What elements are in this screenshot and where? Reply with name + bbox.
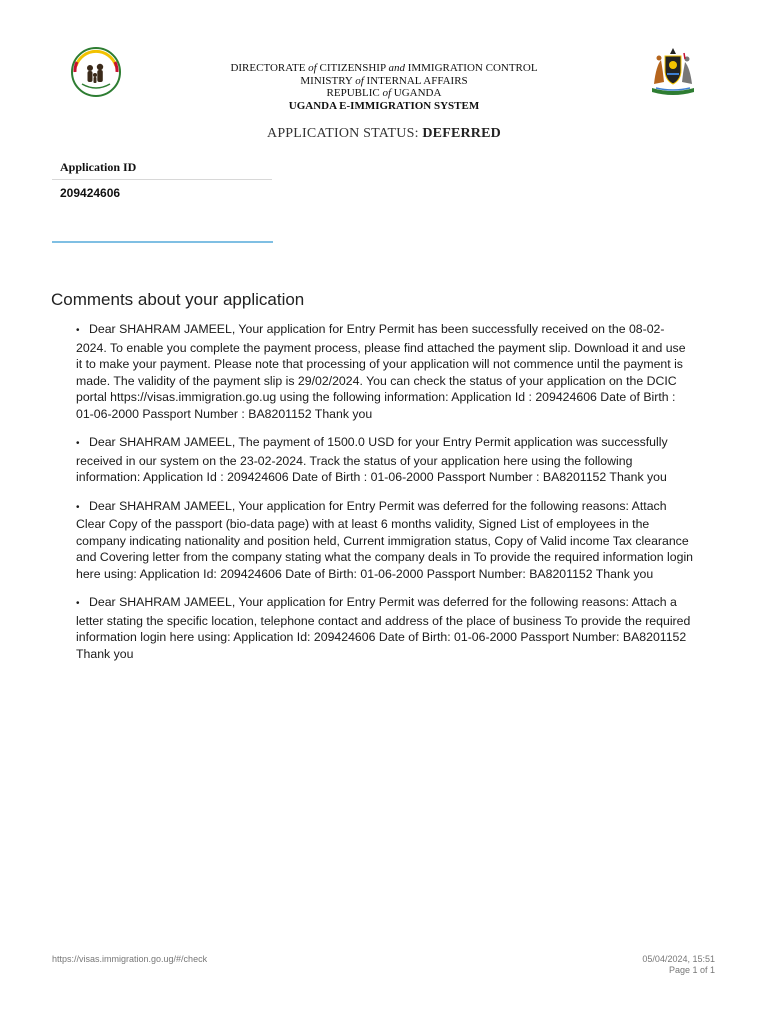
bullet-icon: •	[76, 438, 80, 449]
header-line-system: UGANDA E-IMMIGRATION SYSTEM	[288, 99, 480, 112]
bullet-icon: •	[76, 325, 80, 336]
bullet-icon: •	[76, 598, 80, 609]
bullet-icon: •	[76, 501, 80, 513]
footer-datetime: 05/04/2024, 15:51	[642, 954, 715, 964]
document-header	[150, 62, 618, 112]
application-id-label: Application ID	[60, 160, 137, 174]
comment-item: • Dear SHAHRAM JAMEEL, Your application for Entry Permit has been successfully received on the 08-02-2024. To enable you complete the payment process, please find attached the payment slip. Download it and use it to make your payment. Please note that processing of your application will not commence until the payment is made. The validity of the payment slip is 29/02/2024. You can check the status of your application on the DCIC portal https://visas.immigration.go.ug using the following information: Application Id : 209424606 Date of Birth : 01-06-2000 Passport Number : BA8201152 Thank you	[76, 322, 686, 421]
footer-meta	[642, 954, 715, 976]
application-id-value: 209424606	[60, 186, 121, 200]
comment-item: • Dear SHAHRAM JAMEEL, Your application for Entry Permit was deferred for the following reasons: Attach Clear Copy of the passport (bio-data page) with at least 6 months validity, Signed List of employees in the company indicating nationality and position held, Current immigration status, Copy of Valid income Tax clearance and Covering letter from the company stating what the company deals in To provide the required information login here using: Application Id: 209424606 Date of Birth: 01-06-2000 Passport Number: BA8201152 Thank you	[76, 498, 694, 581]
status-label: APPLICATION STATUS:	[267, 126, 423, 141]
application-id-underline	[52, 241, 273, 243]
footer-url: https://visas.immigration.go.ug/#/check	[52, 954, 208, 964]
header-line-ministry: MINISTRY of INTERNAL AFFAIRS	[300, 74, 468, 87]
uganda-coat-of-arms-icon	[648, 44, 698, 100]
header-line-directorate: DIRECTORATE of CITIZENSHIP and IMMIGRATION CONTROL	[230, 62, 538, 74]
application-id-divider	[52, 179, 272, 180]
comment-item: • Dear SHAHRAM JAMEEL, The payment of 1500.0 USD for your Entry Permit application was successfully received in our system on the 23-02-2024. Track the status of your application here using the following information: Application Id : 209424606 Date of Birth : 01-06-2000 Passport Number : BA8201152 Thank you	[76, 435, 668, 484]
immigration-uganda-seal-icon	[70, 46, 122, 98]
comments-list	[76, 321, 694, 674]
footer-page-number: Page 1 of 1	[668, 965, 715, 975]
comments-title: Comments about your application	[51, 290, 305, 309]
comment-item: • Dear SHAHRAM JAMEEL, Your application for Entry Permit was deferred for the following reasons: Attach a letter stating the specific location, telephone contact and address of the place of business To provide the required information login here using: Application Id: 209424606 Date of Birth: 01-06-2000 Passport Number: BA8201152 Thank you	[76, 595, 691, 661]
header-line-republic: REPUBLIC of UGANDA	[326, 87, 442, 99]
status-value: DEFERRED	[422, 126, 501, 141]
application-status	[150, 126, 618, 142]
